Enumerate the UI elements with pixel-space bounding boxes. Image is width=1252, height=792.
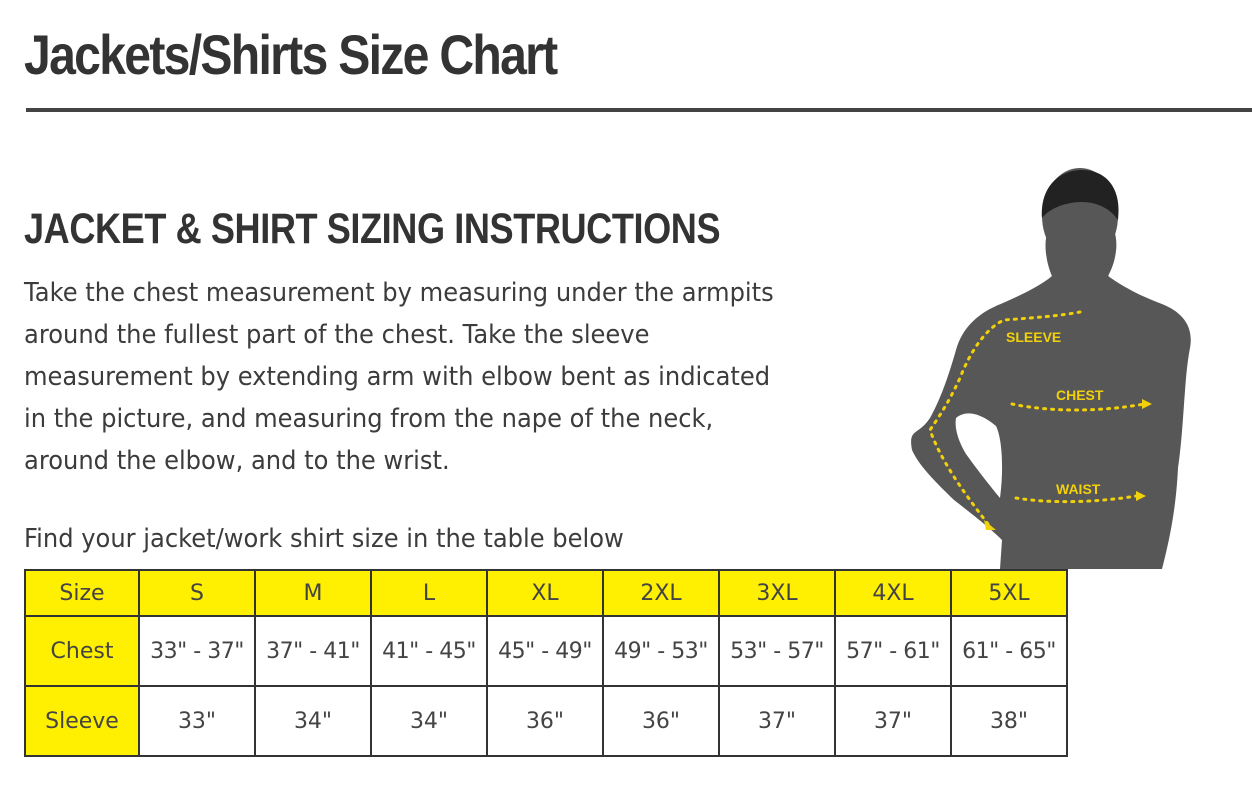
chest-value-cell: 57" - 61": [835, 616, 951, 686]
size-chart-table: [24, 569, 1068, 757]
sleeve-value-cell: 38": [951, 686, 1067, 756]
instructions-line: measurement by extending arm with elbow bent as indicated: [24, 362, 771, 392]
chest-value-cell: 41" - 45": [371, 616, 487, 686]
sleeve-value-cell: 36": [487, 686, 603, 756]
sleeve-value-cell: 34": [255, 686, 371, 756]
chest-value-cell: 61" - 65": [951, 616, 1067, 686]
sleeve-value-cell: 36": [603, 686, 719, 756]
chest-label: CHEST: [1056, 387, 1104, 403]
measurement-figure: [900, 168, 1222, 569]
chest-value-cell: 49" - 53": [603, 616, 719, 686]
instructions-line: in the picture, and measuring from the nape of the neck,: [24, 404, 714, 434]
instructions-paragraph: [24, 272, 854, 482]
header-size-cell: XL: [487, 570, 603, 616]
waist-label: WAIST: [1056, 481, 1101, 497]
chest-value-cell: 45" - 49": [487, 616, 603, 686]
sleeve-label: SLEEVE: [1006, 329, 1062, 345]
table-header-row: [25, 570, 1067, 616]
instructions-line: around the fullest part of the chest. Take the sleeve: [24, 320, 650, 350]
header-size-cell: M: [255, 570, 371, 616]
table-row-chest: [25, 616, 1067, 686]
title-divider: [26, 108, 1252, 112]
instructions-line: around the elbow, and to the wrist.: [24, 446, 450, 476]
header-size-cell: 5XL: [951, 570, 1067, 616]
row-label-chest: Chest: [25, 616, 139, 686]
header-size-cell: 3XL: [719, 570, 835, 616]
header-size-cell: 4XL: [835, 570, 951, 616]
sleeve-value-cell: 34": [371, 686, 487, 756]
table-row-sleeve: [25, 686, 1067, 756]
chest-value-cell: 37" - 41": [255, 616, 371, 686]
sleeve-value-cell: 37": [719, 686, 835, 756]
header-size-label: Size: [25, 570, 139, 616]
page-title: Jackets/Shirts Size Chart: [24, 23, 557, 86]
chest-value-cell: 33" - 37": [139, 616, 255, 686]
body-silhouette: [911, 226, 1191, 569]
section-heading: JACKET & SHIRT SIZING INSTRUCTIONS: [24, 205, 721, 253]
header-size-cell: S: [139, 570, 255, 616]
instructions-line: Take the chest measurement by measuring under the armpits: [24, 278, 774, 308]
chest-value-cell: 53" - 57": [719, 616, 835, 686]
header-size-cell: L: [371, 570, 487, 616]
header-size-cell: 2XL: [603, 570, 719, 616]
find-size-text: Find your jacket/work shirt size in the table below: [24, 524, 624, 554]
row-label-sleeve: Sleeve: [25, 686, 139, 756]
sleeve-value-cell: 37": [835, 686, 951, 756]
sleeve-value-cell: 33": [139, 686, 255, 756]
